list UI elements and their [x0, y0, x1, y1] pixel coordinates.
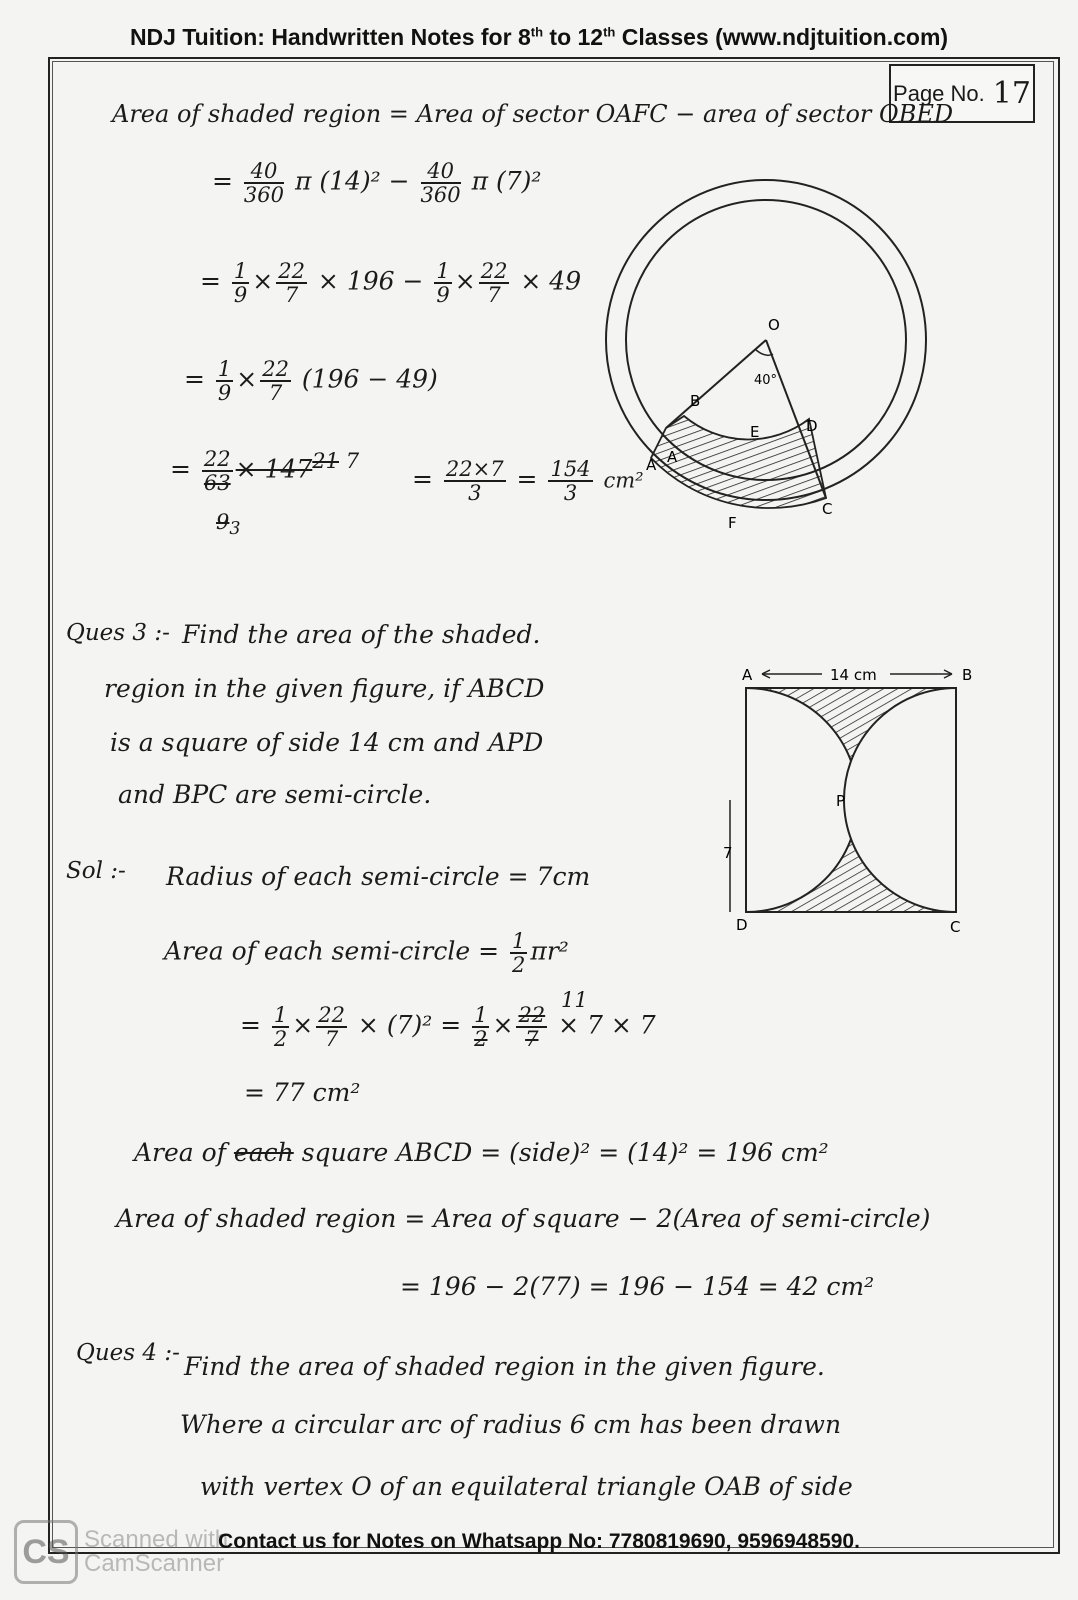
label-angle: 40°	[754, 373, 778, 388]
q2-line1: Area of shaded region = Area of sector OAFC − area of sector OBED	[112, 100, 954, 128]
q3-question-line1: Find the area of the shaded.	[182, 620, 541, 649]
q2-l2-frac2	[421, 160, 461, 206]
q2-l5-eq: =	[170, 454, 191, 484]
label-D: D	[806, 417, 818, 435]
q3-s3-text1: × (7)² =	[357, 1010, 462, 1040]
q2-l4-frac2	[260, 358, 291, 404]
q2-l3-f1d: 9	[233, 283, 248, 308]
q2-l5-f3n: 154	[550, 457, 591, 481]
q3-s3-frac1	[272, 1004, 289, 1050]
page-number-label: Page No.	[893, 80, 985, 106]
q3-sol-line1: Radius of each semi-circle = 7cm	[166, 862, 591, 891]
header-text-3: Classes (www.ndjtuition.com)	[615, 24, 949, 50]
label-A2: A	[667, 448, 678, 466]
q3-s2-num: 1	[512, 929, 526, 953]
q2-l5-den2-a: 9	[216, 510, 230, 534]
q3-s2-text: Area of each semi-circle =	[164, 936, 500, 966]
label-C: C	[822, 500, 833, 518]
camscanner-logo: CS	[14, 1520, 78, 1584]
q2-l3-x1: ×	[252, 266, 274, 296]
q2-l5-frac1	[202, 448, 233, 494]
q2-line3	[200, 260, 581, 306]
q3-label: Ques 3 :-	[66, 620, 170, 646]
q2-l5-frac2	[444, 458, 506, 504]
q2-l5-sups	[312, 449, 359, 473]
q2-l4-f2d: 7	[268, 381, 283, 406]
page-header	[0, 24, 1078, 51]
q3-s3-f3d: 2	[474, 1027, 488, 1052]
radius-label: 7	[723, 844, 733, 862]
q2-l5-text1: × 147	[235, 454, 313, 484]
q2-l5-f1n: 22	[203, 447, 231, 471]
q3-question-line3: is a square of side 14 cm and APD	[110, 728, 544, 757]
q2-l3-f3n: 1	[436, 259, 450, 283]
q3-s3-f4d: 7	[525, 1027, 539, 1052]
q2-l5-unit: cm²	[603, 468, 644, 493]
q3-s3-above: 11	[561, 988, 588, 1012]
header-sup-1: th	[530, 24, 544, 40]
q2-line2	[212, 160, 541, 206]
q4-line2: Where a circular arc of radius 6 cm has been drawn	[180, 1410, 842, 1439]
q2-l5-den2	[216, 510, 241, 539]
label-F: F	[728, 514, 737, 532]
q2-l5-f1d: 63	[203, 471, 231, 496]
q2-l2-frac2-num: 40	[421, 160, 461, 184]
q3-s5-struck: each	[233, 1138, 294, 1167]
page-number-value: 17	[992, 76, 1031, 111]
q2-l3-f2d: 7	[284, 283, 299, 308]
q2-l2-frac1-den: 360	[243, 183, 284, 208]
q2-l2-eq: =	[212, 166, 233, 196]
page-footer: Contact us for Notes on Whatsapp No: 7780819690, 9596948590.	[218, 1530, 860, 1553]
q2-l3-frac2	[276, 260, 307, 306]
q4-line3: with vertex O of an equilateral triangle OAB of side	[200, 1472, 853, 1501]
q2-l4-text1: (196 − 49)	[301, 364, 438, 394]
q2-l2-frac1	[244, 160, 284, 206]
label-A: A	[742, 666, 753, 684]
q3-s2-den: 2	[512, 953, 526, 978]
q2-l5-frac3	[548, 458, 592, 504]
q2-l3-f4d: 7	[487, 283, 501, 308]
q4-label: Ques 4 :-	[76, 1340, 180, 1366]
q3-question-line4: and BPC are semi-circle.	[118, 780, 432, 809]
q2-l3-x2: ×	[454, 266, 476, 296]
q3-s3-frac2	[316, 1004, 347, 1050]
camscanner-line1: Scanned with	[84, 1526, 229, 1553]
q2-l3-frac4	[479, 260, 510, 306]
radius-OA	[666, 340, 766, 428]
q3-s3-frac4	[516, 1004, 547, 1050]
q3-sol-line6: Area of shaded region = Area of square − 2(Area of semi-circle)	[116, 1204, 931, 1233]
header-text-2: to 12	[543, 24, 604, 50]
q2-l3-f2n: 22	[278, 259, 305, 283]
header-sup-2: th	[603, 24, 616, 40]
q3-sol-line3	[240, 1004, 656, 1050]
label-B: B	[690, 392, 701, 410]
q2-l3-f1n: 1	[233, 259, 248, 283]
q3-question-line2: region in the given figure, if ABCD	[104, 674, 545, 703]
q3-s3-x1: ×	[292, 1010, 314, 1040]
figure-concentric-circles	[596, 170, 956, 550]
q2-l4-frac1	[216, 358, 233, 404]
q2-l4-f1d: 9	[217, 381, 232, 406]
label-D: D	[736, 916, 748, 934]
q3-s3-f3n: 1	[474, 1003, 488, 1027]
q3-s3-frac3	[472, 1004, 489, 1050]
side-label: 14 cm	[830, 666, 877, 684]
label-O: O	[768, 316, 780, 334]
q3-sol-line5	[134, 1138, 829, 1167]
q2-l4-eq: =	[184, 364, 205, 394]
q2-line5	[170, 448, 359, 494]
q3-s3-x2: ×	[492, 1010, 514, 1040]
label-B: B	[962, 666, 973, 684]
q3-s3-f2n: 22	[318, 1003, 345, 1027]
q2-l5-den2-b: 3	[229, 519, 241, 540]
q2-l5-f3d: 3	[563, 481, 578, 506]
q2-l3-text2: × 49	[520, 266, 582, 296]
q4-line1: Find the area of shaded region in the given figure.	[184, 1352, 825, 1381]
q2-l3-f4n: 22	[480, 259, 508, 283]
q3-s2-text2: πr²	[530, 936, 569, 966]
q3-s5-text2: square ABCD = (side)² = (14)² = 196 cm²	[301, 1138, 829, 1167]
q3-s3-text2: × 7 × 7	[558, 1010, 656, 1040]
q3-s3-f1d: 2	[273, 1027, 288, 1052]
figure-square-semicircles	[712, 658, 1002, 958]
q2-l3-eq: =	[200, 266, 221, 296]
q2-l5-eq3: =	[516, 464, 538, 494]
q3-s2-frac	[510, 930, 527, 976]
q2-l5-f2d: 3	[468, 481, 482, 506]
camscanner-line2: CamScanner	[84, 1550, 225, 1577]
q2-l2-text1: π (14)² −	[294, 166, 410, 196]
q2-l3-frac3	[434, 260, 451, 306]
label-C: C	[950, 918, 961, 936]
header-text-1: NDJ Tuition: Handwritten Notes for 8	[129, 24, 531, 50]
q2-l4-x1: ×	[236, 364, 258, 394]
q3-s3-eq: =	[240, 1010, 261, 1040]
q3-s3-f1n: 1	[273, 1003, 288, 1027]
q2-l5-sup1: 21	[312, 449, 339, 474]
q2-l3-frac1	[232, 260, 249, 306]
q2-l5-f2n: 22×7	[445, 457, 504, 481]
q3-sol-label: Sol :-	[66, 858, 126, 884]
q2-l4-f1n: 1	[217, 357, 232, 381]
q2-l3-f3d: 9	[436, 283, 450, 308]
q2-l2-text2: π (7)²	[471, 166, 542, 196]
q2-l5-eq2: =	[412, 464, 433, 494]
q3-sol-line7: = 196 − 2(77) = 196 − 154 = 42 cm²	[400, 1272, 875, 1301]
q3-s3-f2d: 7	[324, 1027, 339, 1052]
q2-l3-text1: × 196 −	[317, 266, 424, 296]
q2-l2-frac1-num: 40	[244, 160, 284, 184]
q2-l4-f2n: 22	[262, 357, 289, 381]
q3-sol-line4: = 77 cm²	[244, 1078, 361, 1107]
q2-l2-frac2-den: 360	[420, 183, 461, 208]
q3-sol-line2	[164, 930, 569, 976]
label-P: P	[836, 792, 846, 810]
q3-s3-f4n: 22	[518, 1003, 546, 1027]
q2-line4	[184, 358, 438, 404]
label-A1: A	[646, 456, 657, 474]
q2-l5-sup2: 7	[345, 449, 360, 474]
q3-s5-text1: Area of	[134, 1138, 226, 1167]
label-E: E	[750, 423, 760, 441]
